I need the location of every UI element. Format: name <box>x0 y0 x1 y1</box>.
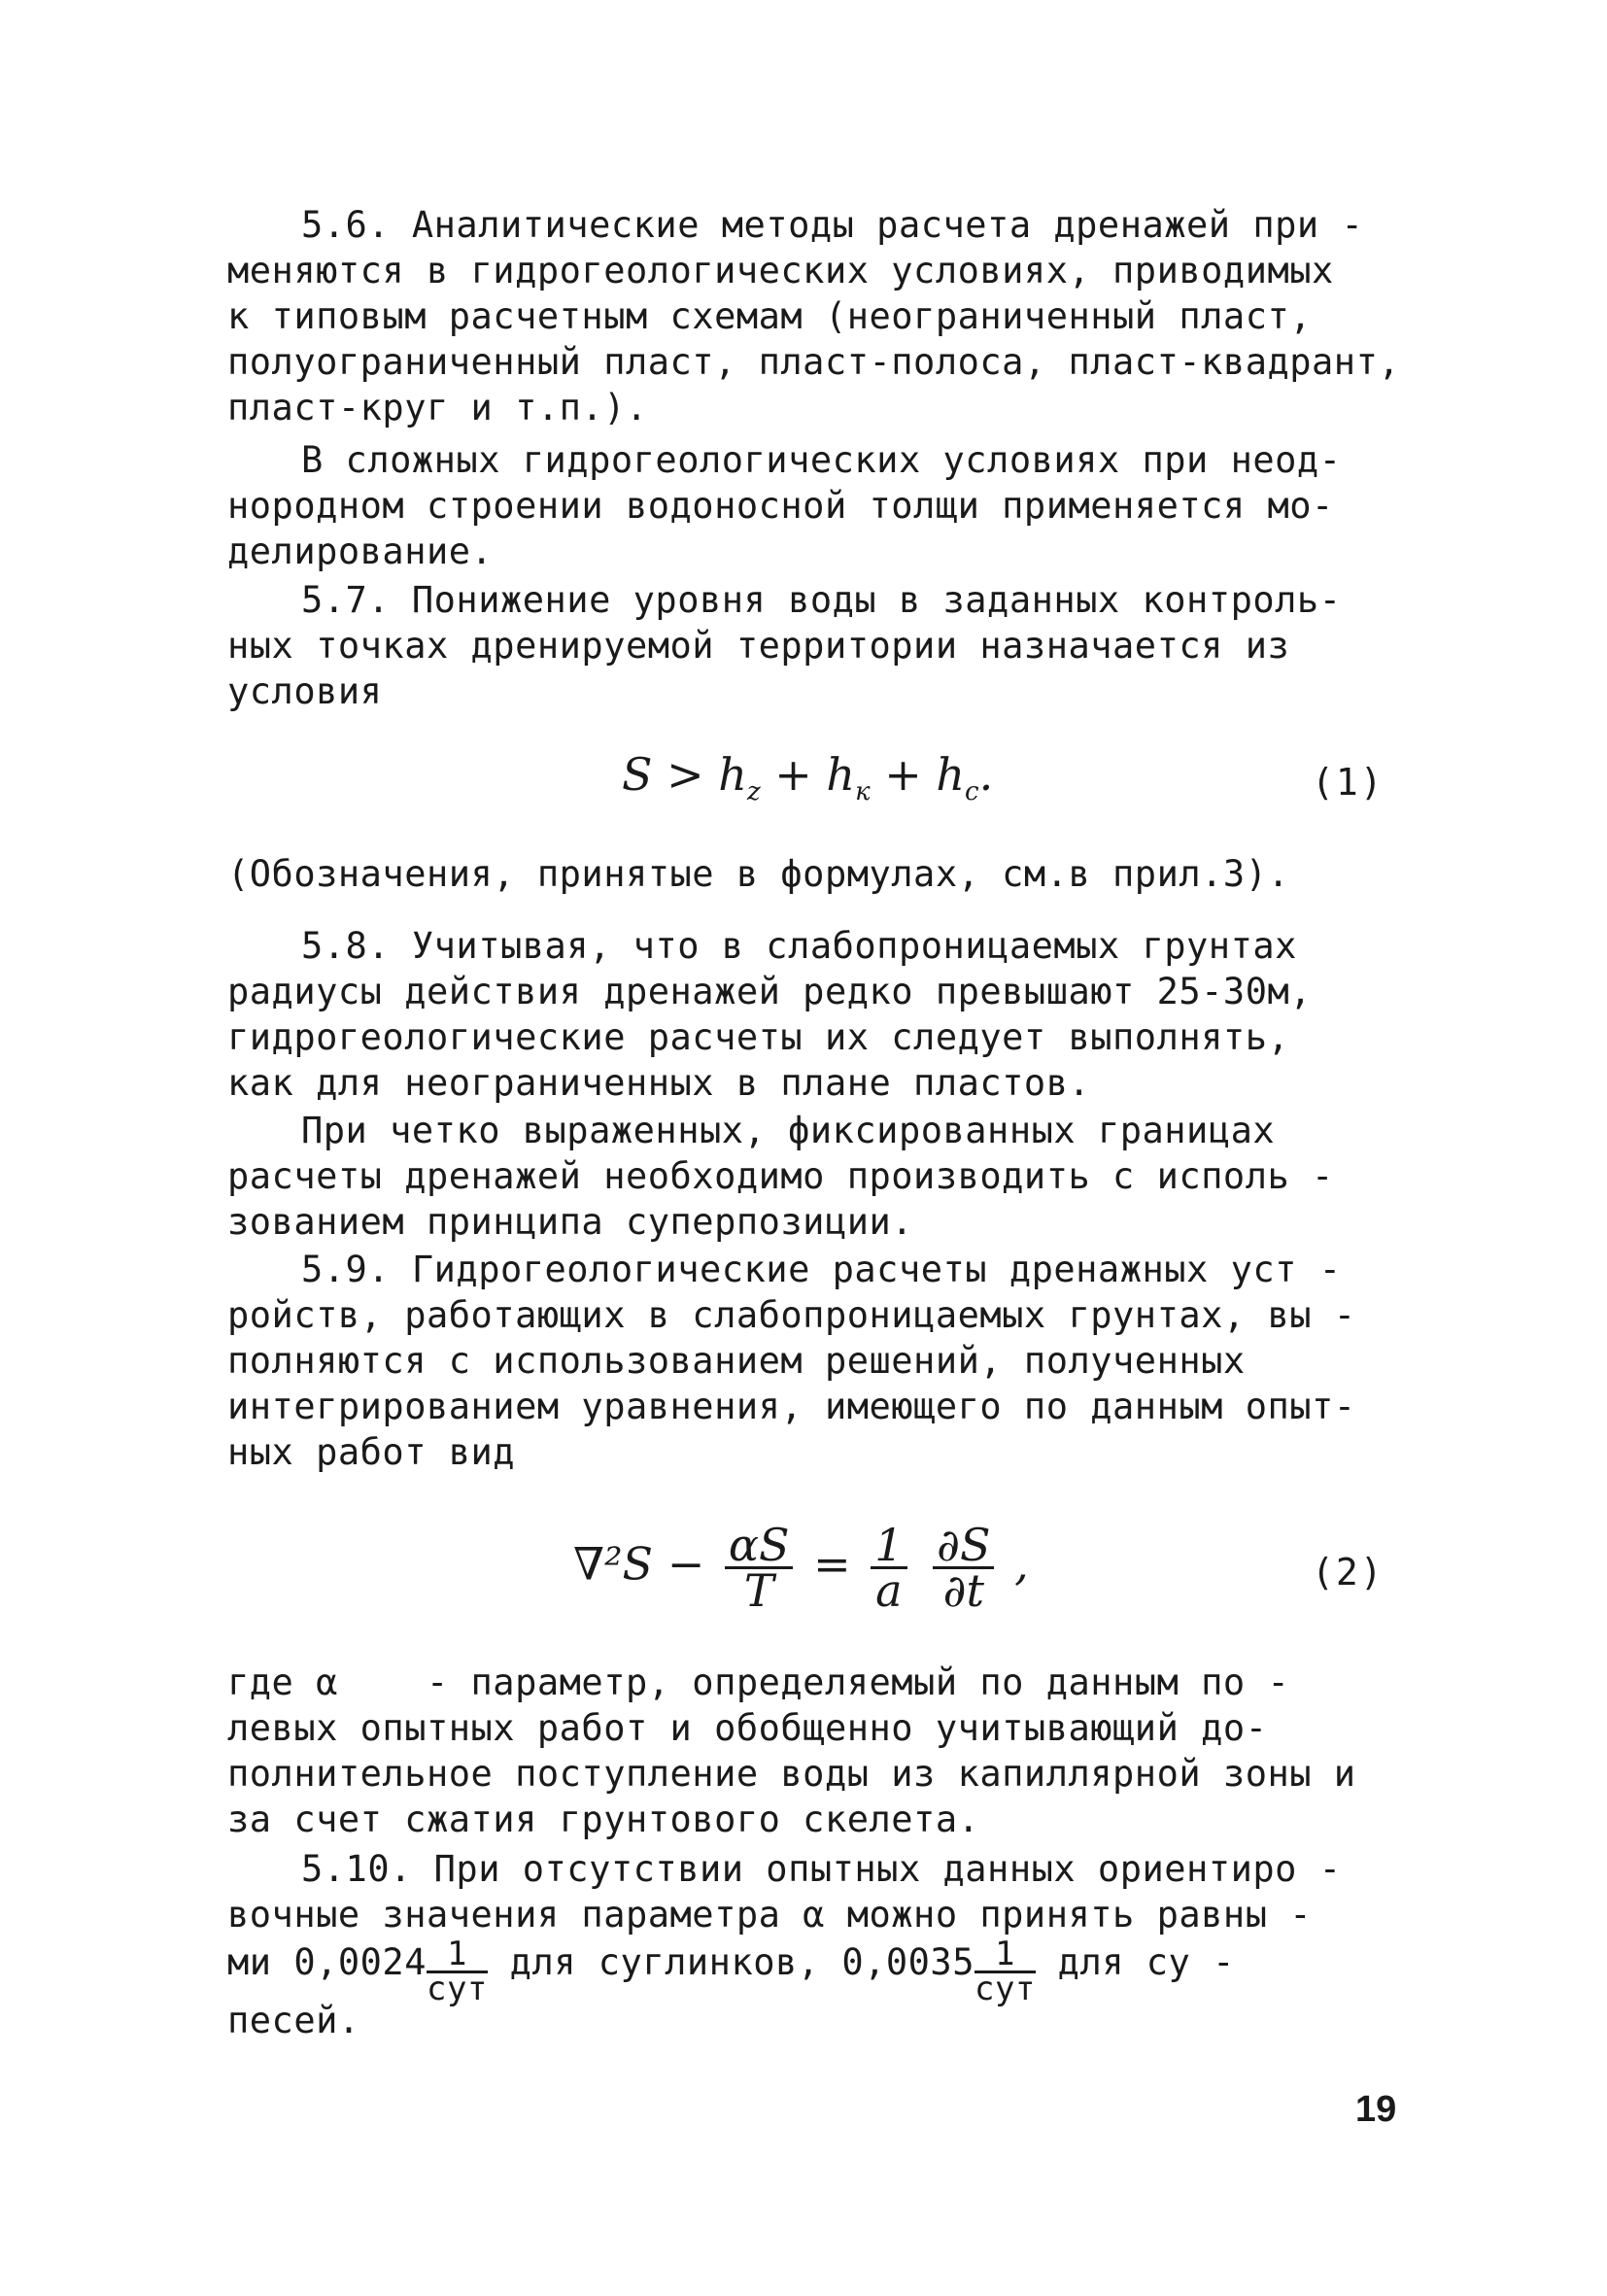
text-line: При четко выраженных, фиксированных границах <box>301 1110 1276 1151</box>
subscript: к <box>855 777 871 807</box>
text-line: интегрированием уравнения, имеющего по данным опыт- <box>227 1386 1356 1427</box>
where-alpha <box>227 1660 1393 1842</box>
numerator: 1 <box>427 1937 488 1973</box>
numerator: ∂S <box>933 1524 994 1569</box>
text-line: нородном строении водоносной толщи применяется мо- <box>227 485 1334 527</box>
formula-text: . <box>978 748 994 801</box>
text-line: к типовым расчетным схемам (неограниченный пласт, <box>227 295 1313 337</box>
numerator: 1 <box>871 1524 906 1569</box>
equation-number: (2) <box>1312 1551 1385 1593</box>
fraction <box>725 1519 794 1617</box>
text-line: за счет сжатия грунтового скелета. <box>227 1799 980 1840</box>
numerator: αS <box>725 1524 794 1569</box>
text-line: 5.9. Гидрогеологические расчеты дренажных уст - <box>301 1249 1342 1290</box>
formula-text: S > h <box>622 748 747 801</box>
denominator: a <box>875 1564 903 1617</box>
text-line: меняются в гидрогеологических условиях, приводимых <box>227 250 1334 291</box>
section-5-9 <box>227 1247 1393 1475</box>
paragraph-modeling <box>227 437 1393 574</box>
text-line: 5.6. Аналитические методы расчета дренажей при - <box>301 204 1364 246</box>
formula-text: + h <box>870 748 966 801</box>
text-line: (Обозначения, принятые в формулах, см.в прил.3). <box>227 853 1290 895</box>
text-fragment: для су - <box>1035 1941 1235 1983</box>
text-line: условия <box>227 670 383 712</box>
text-line: левых опытных работ и обобщенно учитывающий до- <box>227 1707 1268 1749</box>
text-line: ных работ вид <box>227 1431 516 1473</box>
text-line: 5.7. Понижение уровня воды в заданных контроль- <box>301 579 1342 621</box>
text-line: где α - параметр, определяемый по данным по - <box>227 1662 1290 1703</box>
subscript: c <box>965 777 979 807</box>
fraction <box>426 1935 488 2008</box>
denominator: T <box>743 1564 774 1617</box>
fraction <box>871 1519 906 1617</box>
text-line: радиусы действия дренажей редко превышают 25-30м, <box>227 971 1313 1012</box>
section-5-10 <box>227 1846 1393 2043</box>
notation-note <box>227 851 1393 897</box>
numerator: 1 <box>974 1937 1036 1973</box>
section-5-7 <box>227 577 1393 714</box>
text-line: как для неограниченных в плане пластов. <box>227 1062 1091 1104</box>
formula-text: ∇²S − <box>573 1537 705 1591</box>
subscript: z <box>746 777 761 807</box>
formula-text: , <box>1014 1537 1029 1591</box>
formula-1 <box>622 748 993 806</box>
text-line: расчеты дренажей необходимо производить с исполь - <box>227 1155 1334 1197</box>
text-line: песей. <box>227 2000 360 2041</box>
formula-2 <box>573 1519 1029 1617</box>
text-line: В сложных гидрогеологических условиях при неод- <box>301 439 1342 481</box>
equation-number: (1) <box>1312 761 1385 804</box>
fraction <box>974 1935 1036 2008</box>
denominator: сут <box>974 1970 1036 2008</box>
text-fragment: для суглинков, 0,0035 <box>487 1941 974 1983</box>
formula-text: = <box>813 1537 851 1591</box>
page-number: 19 <box>1355 2089 1397 2130</box>
text-line: полнительное поступление воды из капиллярной зоны и <box>227 1753 1356 1795</box>
paragraph-superposition <box>227 1108 1393 1245</box>
text-line: 5.8. Учитывая, что в слабопроницаемых грунтах <box>301 925 1297 967</box>
text-line: полуограниченный пласт, пласт-полоса, пласт-квадрант, <box>227 341 1401 383</box>
text-line-with-fractions <box>227 1935 1393 2008</box>
text-line: ройств, работающих в слабопроницаемых грунтах, вы - <box>227 1294 1356 1336</box>
denominator: сут <box>426 1970 488 2008</box>
denominator: ∂t <box>942 1564 984 1617</box>
fraction <box>933 1519 994 1617</box>
section-5-6 <box>227 202 1401 430</box>
text-line: делирование. <box>227 531 494 572</box>
text-line: гидрогеологические расчеты их следует выполнять, <box>227 1016 1290 1058</box>
text-line: вочные значения параметра α можно принять равны - <box>227 1894 1313 1936</box>
text-line: пласт-круг и т.п.). <box>227 387 648 428</box>
section-5-8 <box>227 923 1393 1106</box>
text-line: зованием принципа суперпозиции. <box>227 1201 914 1243</box>
formula-text: + h <box>760 748 856 801</box>
text-line: полняются с использованием решений, полученных <box>227 1340 1246 1382</box>
text-line: ных точках дренируемой территории назначается из <box>227 625 1290 667</box>
text-fragment: ми 0,0024 <box>227 1941 427 1983</box>
text-line: 5.10. При отсутствии опытных данных ориентиро - <box>301 1848 1342 1890</box>
